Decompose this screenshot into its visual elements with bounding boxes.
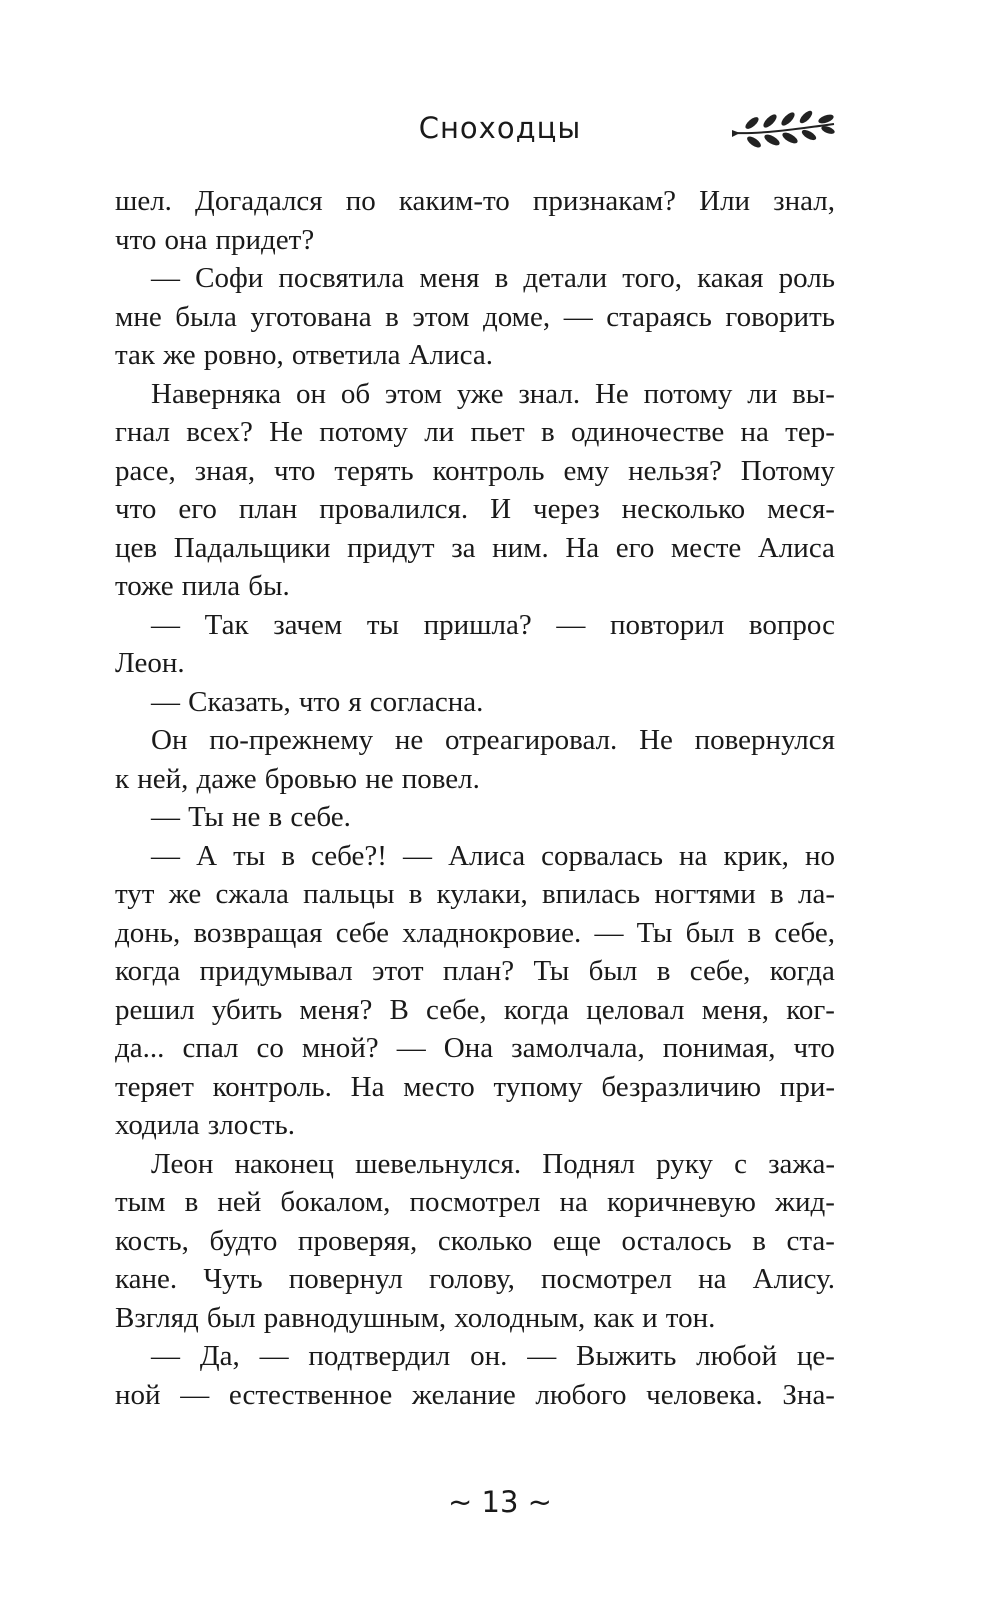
word: тым [115,1186,166,1218]
word: наконец [234,1147,334,1180]
word: повторил [609,608,725,641]
word: мне [115,300,162,333]
word: не [365,762,394,795]
word: ла- [797,878,835,910]
word: на [678,839,708,872]
word: теряет [115,1070,194,1103]
word: ней, [137,762,189,795]
word: Не [639,724,673,756]
word: шел. [115,185,172,217]
word: в [494,262,509,294]
word: спал [182,1032,239,1064]
text-line [115,221,835,260]
word: к [115,762,130,795]
word: проверяя, [297,1224,418,1257]
word: голову, [429,1263,515,1295]
word: Не [269,416,303,448]
word: бокалом, [280,1186,391,1218]
word: она [164,223,208,256]
word: замолчала, [511,1032,645,1064]
word: уготована [250,300,372,333]
word: стараясь [606,300,712,333]
word: в [747,916,762,949]
word: была [175,300,237,333]
word: Да, [199,1340,240,1372]
text-line [115,452,835,491]
word: ты [233,839,266,872]
word: ему [563,454,610,487]
word: же [163,339,196,371]
word: В [389,993,409,1026]
word: что [115,493,157,525]
word: — [556,608,586,641]
word: зачем [273,608,343,641]
word: ты [366,608,399,641]
word: На [565,531,600,564]
text-line [115,606,835,645]
word: нельзя? [628,454,722,487]
word: Алиса. [408,339,493,371]
word: — [151,685,180,718]
word: — [151,608,180,641]
word: любой [696,1340,778,1372]
word: — [594,916,624,949]
word: признакам? [532,185,677,217]
word: понимая, [662,1032,776,1064]
word: был [685,916,735,949]
word: руку [656,1147,713,1180]
word: — [259,1340,289,1372]
text-line [115,952,835,991]
word: пальцы [303,878,395,910]
word: меня [419,262,480,294]
word: знал. [518,377,581,410]
word: его [615,531,655,564]
word: бы. [248,570,290,602]
word: желание [411,1378,516,1411]
word: с [734,1147,747,1180]
word: ста- [786,1224,835,1257]
word: жид- [774,1186,835,1218]
word: На [350,1070,385,1103]
word: повел. [401,762,480,795]
word: всех? [186,416,253,448]
word: он [295,377,326,410]
word: со [256,1032,284,1064]
word: Алиса [448,839,526,872]
word: осталось [621,1224,732,1257]
word: не [231,801,261,833]
word: меся- [767,493,835,525]
word: цев [115,531,158,564]
word: придут [347,531,435,564]
word: потому [643,377,733,410]
word: но [804,839,835,872]
word: как [593,1301,635,1334]
word: пришла? [423,608,532,641]
word: я [348,685,362,718]
word: какая [697,262,764,294]
word: Взгляд [115,1301,199,1334]
word: план? [442,955,515,987]
word: коричневую [606,1186,756,1218]
text-line [115,721,835,760]
word: це- [796,1340,835,1372]
word: вы- [792,377,835,410]
word: зажа- [768,1147,835,1180]
word: каким-то [398,185,510,217]
word: в [281,839,296,872]
word: Он [151,724,188,756]
word: придумывал [199,955,353,987]
word: — [396,1032,426,1064]
word: Ты [533,955,570,987]
word: в [184,1186,199,1218]
word: холодным, [454,1301,586,1334]
word: по-прежнему [209,724,374,756]
word: ним. [492,531,549,564]
word: донь, [115,916,181,949]
word: же [168,878,202,910]
word: расе, [115,454,176,487]
running-title: Сноходцы [418,111,582,145]
word: и [642,1301,658,1334]
word: зная, [194,454,256,487]
word: А [196,839,218,872]
word: роль [778,262,835,294]
word: — [151,1340,180,1372]
word: терять [334,454,414,487]
word: Леон. [115,647,185,679]
word: целовал [586,993,685,1026]
word: знал, [773,185,835,217]
word: сжала [215,878,289,910]
word: Алису. [752,1263,835,1295]
text-line [115,529,835,568]
text-line [115,875,835,914]
word: ходила [115,1109,200,1141]
word: отреагировал. [444,724,618,756]
text-line [115,182,835,221]
word: безразличию [601,1070,762,1103]
word: — [403,839,433,872]
text-line [115,683,835,722]
word: И [490,493,512,525]
word: Догадался [195,185,323,217]
text-line [115,336,835,375]
word: меня? [299,993,373,1026]
word: Зна- [782,1378,835,1411]
word: Падальщики [173,531,331,564]
word: тупому [493,1070,583,1103]
word: Наверняка [151,377,282,410]
text-line [115,798,835,837]
word: ли [424,416,455,448]
word: впилась [541,878,641,910]
word: контроль. [212,1070,332,1103]
word: сколько [437,1224,533,1257]
text-line [115,1183,835,1222]
word: Так [204,608,249,641]
text-line [115,1145,835,1184]
word: еще [552,1224,601,1257]
word: в [540,416,555,448]
text-line [115,259,835,298]
word: — [527,1340,557,1372]
word: убить [211,993,283,1026]
word: месте [670,531,742,564]
word: в [268,801,283,833]
word: ногтями [654,878,756,910]
word: на [698,1263,727,1295]
word: уже [456,377,504,410]
word: да... [115,1032,165,1064]
text-line [115,1068,835,1107]
word: сорвалась [541,839,663,872]
word: ког- [786,993,835,1026]
word: кость, [115,1224,189,1257]
word: повернулся [694,724,835,756]
word: ли [747,377,778,410]
text-line [115,490,835,529]
word: в [385,300,399,333]
text-line [115,1260,835,1299]
word: — [151,839,180,872]
word: Она [443,1032,494,1064]
word: себе, [426,993,487,1026]
word: любого [535,1378,627,1411]
text-line [115,991,835,1030]
word: повернул [288,1263,403,1295]
word: говорить [725,300,835,333]
word: Поднял [542,1147,635,1180]
word: тоже [115,570,174,602]
word: когда [503,993,570,1026]
word: Софи [195,262,264,294]
word: себе, [774,916,835,949]
word: ной [115,1378,161,1411]
word: согласна. [369,685,484,718]
word: придет? [215,223,315,256]
word: тут [115,878,155,910]
word: этом [412,300,470,333]
word: детали [523,262,608,294]
text-line [115,567,835,606]
word: гнал [115,416,171,448]
word: в [752,1224,766,1257]
word: себе, [689,955,751,987]
word: шевельнулся. [355,1147,522,1180]
word: в [408,878,423,910]
word: кулаки, [436,878,528,910]
text-line [115,1222,835,1261]
word: посвятила [278,262,405,294]
word: — [563,300,593,333]
word: был [588,955,638,987]
word: за [451,531,476,564]
word: пьет [470,416,525,448]
text-line [115,375,835,414]
body-text [115,182,835,1414]
word: подтвердил [308,1340,451,1372]
word: равнодушным, [263,1301,447,1334]
text-line [115,1299,835,1338]
word: пила [181,570,241,602]
word: ровно, [203,339,284,371]
text-line [115,760,835,799]
word: себе?! [311,839,387,872]
word: кане. [115,1263,178,1295]
word: не [394,724,424,756]
word: что [298,685,341,718]
word: его [178,493,217,525]
word: себе [335,916,390,949]
word: человека. [646,1378,763,1411]
word: на [559,1186,588,1218]
word: когда [115,955,181,987]
word: Ты [188,801,224,833]
word: вопрос [748,608,835,641]
word: посмотрел [409,1186,541,1218]
word: мной? [301,1032,379,1064]
word: план [238,493,298,525]
word: тон. [665,1301,716,1334]
word: решил [115,993,195,1026]
word: контроль [432,454,545,487]
word: ней [217,1186,262,1218]
text-line [115,644,835,683]
text-line [115,837,835,876]
word: Алиса [757,531,835,564]
word: по [345,185,376,217]
text-line [115,1029,835,1068]
word: — [151,801,180,833]
word: того, [622,262,683,294]
word: Или [699,185,751,217]
word: ответила [291,339,401,371]
word: — [180,1378,210,1411]
page-number: ~ 13 ~ [448,1485,552,1519]
word: он. [470,1340,508,1372]
word: несколько [621,493,746,525]
word: даже [196,762,257,795]
word: доме, [482,300,551,333]
word: Потому [740,454,835,487]
word: что [274,454,316,487]
running-head [0,108,1000,158]
text-line [115,914,835,953]
text-line [115,1376,835,1415]
word: об [340,377,371,410]
word: злость. [207,1109,295,1141]
word: потому [319,416,408,448]
word: меня, [701,993,770,1026]
word: в [656,955,671,987]
word: одиночестве [570,416,725,448]
word: крик, [723,839,789,872]
word: в [770,878,784,910]
word: — [151,262,180,294]
word: при- [779,1070,835,1103]
word: бровью [264,762,358,795]
word: будто [209,1224,278,1257]
word: естественное [228,1378,393,1411]
text-line [115,1106,835,1145]
word: этом [384,377,442,410]
text-line [115,1337,835,1376]
word: тер- [785,416,835,448]
word: Выжить [576,1340,677,1372]
word: место [403,1070,475,1103]
word: Не [594,377,629,410]
word: хладнокровие. [402,916,582,949]
laurel-branch-icon [730,108,840,152]
word: что [115,223,157,256]
word: посмотрел [541,1263,672,1295]
word: через [533,493,600,525]
text-line [115,413,835,452]
word: себе. [290,801,351,833]
word: возвращая [193,916,323,949]
word: так [115,339,155,371]
word: Сказать, [188,685,291,718]
word: что [793,1032,835,1064]
word: когда [769,955,835,987]
text-line [115,298,835,337]
word: этот [372,955,424,987]
word: Леон [151,1147,214,1180]
word: провалился. [319,493,469,525]
word: Ты [636,916,673,949]
word: на [740,416,769,448]
word: был [206,1301,256,1334]
word: Чуть [203,1263,263,1295]
